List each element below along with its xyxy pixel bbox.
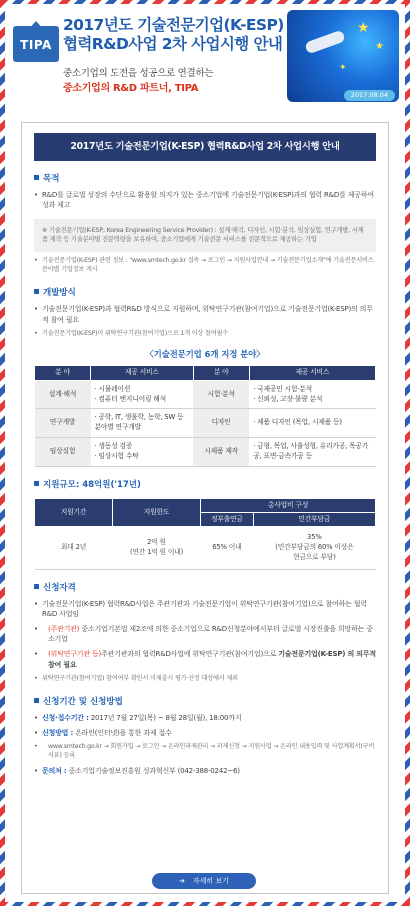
square-bullet-icon — [34, 698, 39, 703]
star-icon: ★ — [375, 41, 384, 52]
table-row: 임상실험 · 생동성 검증 · 임상시험 수탁 시제품 제작 · 금형, 목업, 사출성형, 유리가공, 목공가공, 표면·금속가공 등 — [35, 438, 376, 467]
apply-steps: • www.smtech.go.kr → 회원가입 → 로그인 → 온라인과제관리 → 과제신청 → 지원사업 → 온라인 내용입력 및 사업계획서(구비서류) 등록 — [34, 743, 376, 761]
section-heading-apply: 신청기간 및 신청방법 — [34, 696, 376, 708]
purpose-text: • R&D를 글로벌 성장의 수단으로 활용할 의지가 있는 중소기업에 기술전문기업(K-ESP)과의 협력 R&D를 제공하여 성과 제고 — [34, 190, 376, 210]
section-heading-scale: 지원규모: 48억원('17년) — [34, 479, 376, 491]
table-header: 제공 서비스 — [249, 365, 375, 380]
table-row: 최대 2년 2억 원 (연간 1억 원 이내) 65% 이내 35% (민간부담금의 60% 이상은 현금으로 부담) — [35, 527, 376, 570]
purpose-info: • 기술전문기업(K-ESP) 관련 정보 : "www.smtech.go.kr 접속 → 로그인 → 지원사업안내 → 기술전문기업소개"에 기술전문서비스 분야별 기업정보 게시 — [34, 257, 376, 275]
table-header: 분 야 — [193, 365, 249, 380]
arrow-right-icon: ➔ — [179, 877, 185, 885]
rocket-icon — [304, 30, 346, 55]
page — [5, 4, 405, 902]
section-heading-eligibility: 신청자격 — [34, 582, 376, 594]
scale-table: 지원기간 지원한도 총사업비 구성 정부출연금 민간부담금 최대 2년 2억 원 (연간 1억 원 이내) 65% 이내 35% (민간부담금의 60% 이상은 현금으로 부담) — [34, 498, 376, 570]
header-slogan: 중소기업의 R&D 파트너, TIPA — [63, 83, 199, 94]
table-header: 제공 서비스 — [91, 365, 194, 380]
method-text: • 기술전문기업(K-ESP)과 협력R&D 방식으로 지원하며, 위탁연구기관(참여기업)으로 기술전문기업(K-ESP)의 의무적 참여 필요 — [34, 304, 376, 324]
apply-method: • 신청방법 : 온라인(인터넷)을 통한 과제 접수 — [34, 728, 376, 738]
table-row: 설계·해석 · 시뮬레이션 · 컴퓨터 엔지니어링 해석 시험·분석 · 국제공인 시험·분석 · 신뢰성, 고장·불량 분석 — [35, 380, 376, 409]
fields-table — [34, 365, 376, 467]
square-bullet-icon — [34, 584, 39, 589]
content-box — [21, 122, 389, 894]
eligibility-lead: • (주관기관) 중소기업기본법 제2조에 의한 중소기업으로 R&D신청분야에서부터 글로벌 시장진출을 희망하는 중소기업 — [34, 624, 376, 644]
square-bullet-icon — [34, 481, 39, 486]
square-bullet-icon — [34, 289, 39, 294]
table-header: 분 야 — [35, 365, 91, 380]
header-banner — [5, 4, 405, 108]
purpose-note: ※ 기술전문기업(K-ESP, Korea Engineering Service Provider) : 설계·해석, 디자인, 시험·분석, 임상실험, 연구개발, 시제품 제작 등 기술분야별 전문역량을 보유하여, 중소기업에게 기술전문 서비스를 전문적으로 제공하는 기업 — [34, 219, 376, 253]
section-heading-purpose: 목적 — [34, 173, 376, 185]
fields-table-title: 〈기술전문기업 6개 지정 분야〉 — [145, 348, 265, 359]
content-title: 2017년도 기술전문기업(K-ESP) 협력R&D사업 2차 사업시행 안내 — [34, 133, 376, 161]
section-heading-method: 개발방식 — [34, 287, 376, 299]
eligibility-partner: • (위탁연구기관 등)주관기관과의 협력R&D사업에 위탁연구기관(참여기업)으로 기술전문기업(K-ESP) 의 의무적 참여 필요 — [34, 649, 376, 669]
method-sub: • 기술전문기업(K-ESP)이 위탁연구기관(참여기업)으로 1개 이상 참여필수 — [34, 330, 376, 339]
star-icon: ✦ — [339, 63, 347, 73]
eligibility-sub: • 위탁연구기관(참여기업) 참여여부 확인서 미제출시 평가·선정 대상에서 제외 — [34, 675, 376, 684]
table-row: 연구개발 · 공학, IT, 생물학, 농학, SW 등 분야별 연구개발 디자인 · 제품 디자인 (목업, 시제품 등) — [35, 409, 376, 438]
header-subtitle: 중소기업의 도전을 성공으로 연결하는 — [63, 68, 214, 79]
apply-period: • 신청·접수기간 : 2017년 7월 27일(목) ~ 8월 28일(월), 18:00까지 — [34, 713, 376, 723]
star-icon: ★ — [357, 20, 370, 36]
header-title: 2017년도 기술전문기업(K-ESP) 협력R&D사업 2차 사업시행 안내 — [63, 16, 284, 53]
date-badge: 2017.08.04 — [344, 90, 395, 101]
header-illustration — [287, 10, 399, 102]
eligibility-text: • 기술전문기업(K-ESP) 협력R&D사업은 주관기관과 기술전문기업이 위탁연구기관(참여기업)으로 참여하는 협력R&D 사업임 — [34, 599, 376, 619]
apply-contact: • 문의처 : 중소기업기술정보진흥원 성과혁신부 (042-388-0242~6) — [34, 766, 376, 776]
tipa-logo: TIPA — [13, 26, 59, 62]
more-details-button[interactable]: ➔ 자세히 보기 — [152, 873, 256, 889]
square-bullet-icon — [34, 175, 39, 180]
